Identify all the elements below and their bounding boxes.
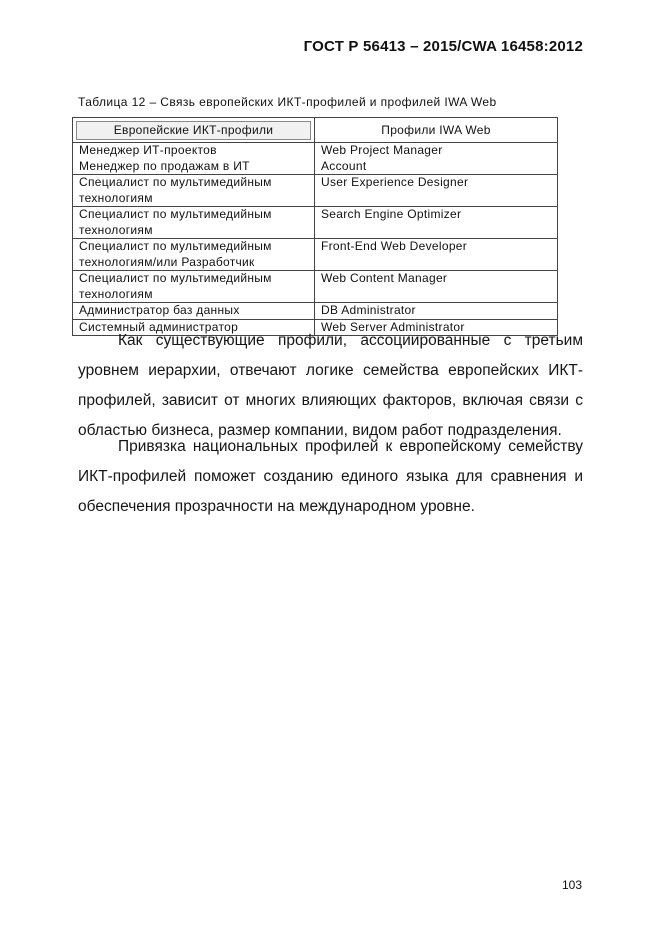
cell-line: технологиям [79,190,153,205]
cell-line: Web Content Manager [321,271,448,285]
profiles-mapping-table [72,117,558,336]
cell-line: Front-End Web Developer [321,239,468,253]
table-cell-eu-profile [73,207,315,239]
cell-line: Account [321,158,367,173]
table-cell-eu-profile [73,143,315,175]
cell-line: Search Engine Optimizer [321,207,462,221]
table-row [73,303,558,320]
table-cell-eu-profile [73,239,315,271]
cell-line: технологиям [79,286,153,301]
table-caption: Таблица 12 – Связь европейских ИКТ-профилей и профилей IWA Web [78,95,497,109]
table-row [73,207,558,239]
table-cell-eu-profile [73,175,315,207]
body-paragraph-1 [78,326,583,446]
cell-line: Администратор баз данных [79,303,240,317]
table-row [73,271,558,303]
cell-line: Специалист по мультимедийным [79,239,272,253]
column-header-european-profiles [73,118,315,143]
paragraph-text: Как существующие профили, ассоциированные с третьим уровнем иерархии, отвечают логике семейства европейских ИКТ-профилей, зависит от многих влияющих факторов, включая связи с областью бизнеса, размер компании, видом работ подразделения. [78,332,583,439]
table-row [73,239,558,271]
table-cell-eu-profile [73,271,315,303]
table-cell-iwa-profile [315,239,558,271]
cell-line: User Experience Designer [321,175,469,189]
table-row [73,143,558,175]
table-cell-iwa-profile [315,303,558,320]
table-cell-iwa-profile [315,207,558,239]
profiles-table-container [72,117,557,336]
cell-line: Системный администратор [79,319,239,334]
cell-line: Специалист по мультимедийным [79,271,272,285]
cell-line: технологиям [79,222,153,237]
column-header-label: Европейские ИКТ-профили [76,121,311,140]
cell-line: Web Project Manager [321,143,443,157]
cell-line: Менеджер ИТ-проектов [79,143,217,157]
column-header-label: Профили IWA Web [381,122,491,137]
table-cell-eu-profile [73,303,315,320]
cell-line: Специалист по мультимедийным [79,175,272,189]
table-row [73,175,558,207]
cell-line: Web Server Administrator [321,319,465,334]
table-cell-iwa-profile [315,143,558,175]
cell-line: технологиям/или Разработчик [79,254,255,269]
cell-line: Специалист по мультимедийным [79,207,272,221]
cell-line: Менеджер по продажам в ИТ [79,158,250,173]
column-header-iwa-profiles [315,118,558,143]
table-cell-iwa-profile [315,271,558,303]
document-standard-header: ГОСТ Р 56413 – 2015/CWA 16458:2012 [303,38,583,55]
body-paragraph-2 [78,432,583,522]
page-number: 103 [561,878,582,892]
cell-line: DB Administrator [321,303,416,317]
table-cell-iwa-profile [315,175,558,207]
paragraph-text: Привязка национальных профилей к европейскому семейству ИКТ-профилей поможет созданию единого языка для сравнения и обеспечения прозрачности на международном уровне. [78,438,583,515]
table-header-row [73,118,558,143]
